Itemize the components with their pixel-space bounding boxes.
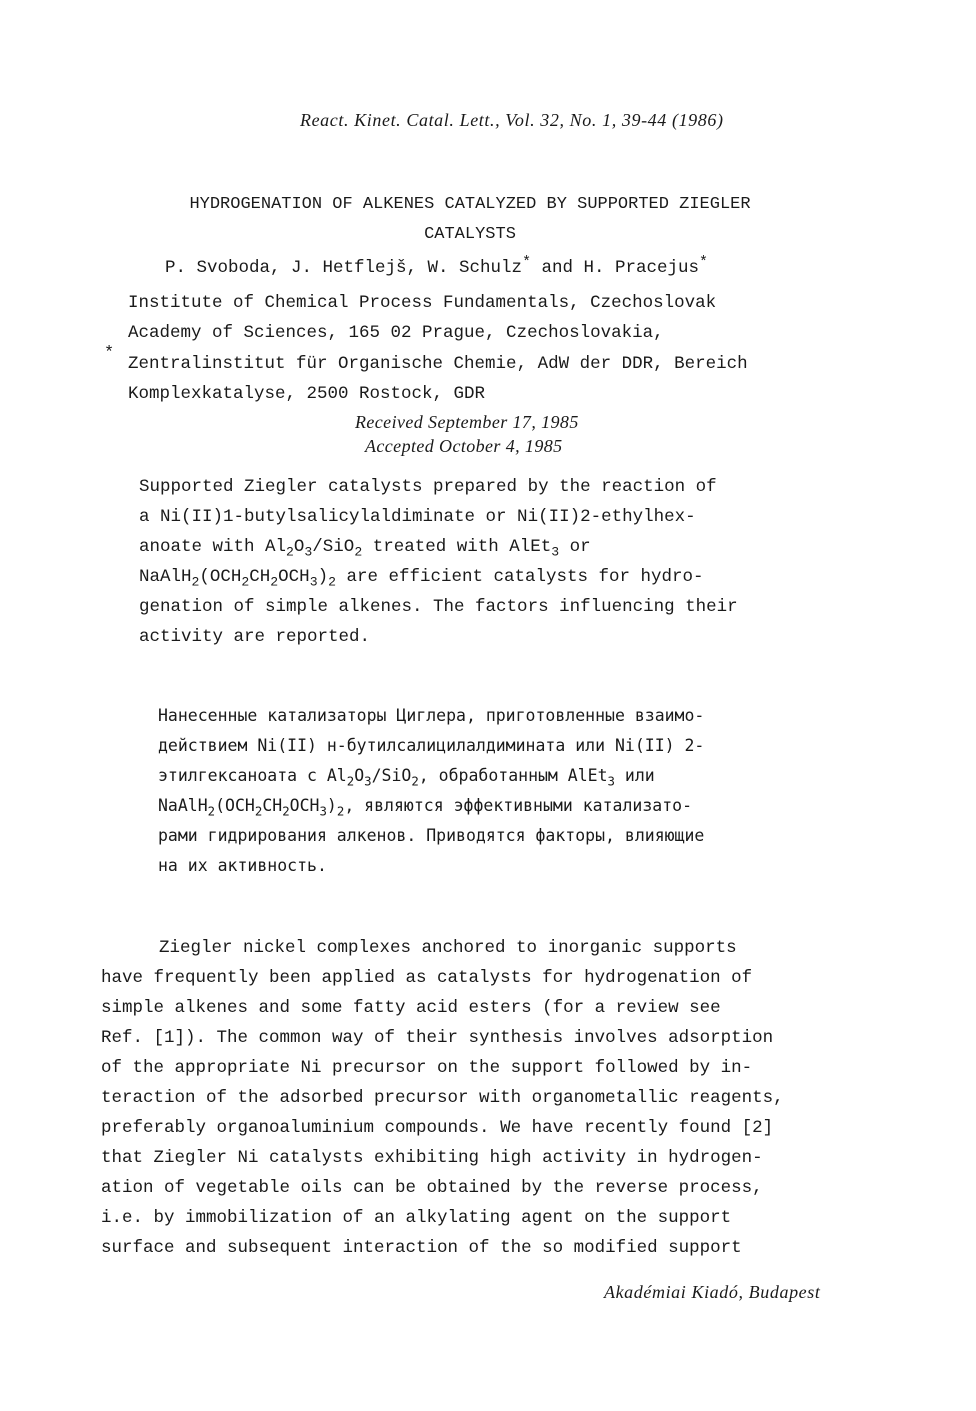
abstract-l4-sub-5: 2 xyxy=(328,574,336,590)
authors-part-2: and H. Pracejus xyxy=(530,258,700,278)
abstract-line-5: genation of simple alkenes. The factors influencing their xyxy=(139,597,738,617)
russian-l4-sub-1: 2 xyxy=(207,804,216,819)
abstract-l4-text-f: are efficient catalysts for hydro- xyxy=(335,567,704,587)
abstract-l4-text-c: CH xyxy=(249,567,271,587)
russian-l4-text-f: , являются эффективными катализато- xyxy=(344,796,692,815)
author-star-pracejus: * xyxy=(699,255,708,272)
russian-l3-text-c: /SiO xyxy=(371,766,412,785)
russian-l3-text-e: или xyxy=(615,766,655,785)
author-list xyxy=(165,255,708,278)
body-line-11: surface and subsequent interaction of the so modified support xyxy=(101,1238,742,1258)
abstract-l3-sub-1: 2 xyxy=(286,544,294,560)
affiliations xyxy=(128,288,748,409)
russian-l3-sub-4: 3 xyxy=(607,774,615,789)
body-line-2: have frequently been applied as catalysts for hydrogenation of xyxy=(101,968,753,988)
russian-l4-sub-5: 2 xyxy=(336,804,345,819)
russian-l4-text-e: ) xyxy=(326,796,337,815)
body-line-4: Ref. [1]). The common way of their synthesis involves adsorption xyxy=(101,1028,774,1048)
journal-reference: React. Kinet. Catal. Lett., Vol. 32, No. 1, 39-44 (1986) xyxy=(300,110,724,130)
abstract-l4-sub-4: 3 xyxy=(309,574,318,590)
russian-line-5: рами гидрирования алкенов. Приводятся факторы, влияющие xyxy=(158,826,705,845)
received-date: Received September 17, 1985 xyxy=(355,412,579,432)
affiliation-line-3: Zentralinstitut für Organische Chemie, AdW der DDR, Bereich xyxy=(128,353,748,374)
title-line-2: CATALYSTS xyxy=(424,225,516,244)
russian-line-4 xyxy=(158,791,704,821)
abstract-l3-sub-2: 3 xyxy=(304,544,313,560)
body-line-8: that Ziegler Ni catalysts exhibiting high activity in hydrogen- xyxy=(101,1148,763,1168)
russian-line-2: действием Ni(II) н-бутилсалицилалдимината или Ni(II) 2- xyxy=(158,736,705,755)
body-line-6: teraction of the adsorbed precursor with organometallic reagents, xyxy=(101,1088,784,1108)
abstract-l4-sub-3: 2 xyxy=(270,574,279,590)
received-accepted-dates xyxy=(355,410,579,458)
russian-line-6: на их активность. xyxy=(158,856,327,875)
abstract-line-1: Supported Ziegler catalysts prepared by the reaction of xyxy=(139,477,717,497)
abstract-line-4 xyxy=(139,562,738,592)
body-line-3: simple alkenes and some fatty acid esters (for a review see xyxy=(101,998,721,1018)
russian-line-1: Нанесенные катализаторы Циглера, приготовленные взаимо- xyxy=(158,706,705,725)
body-text xyxy=(101,933,784,1263)
russian-l3-text-b: O xyxy=(354,766,365,785)
abstract-line-2: a Ni(II)1-butylsalicylaldiminate or Ni(II)2-ethylhex- xyxy=(139,507,696,527)
abstract-l3-sub-3: 2 xyxy=(354,544,363,560)
affiliation-star-marker: * xyxy=(104,344,115,363)
abstract-l3-sub-4: 3 xyxy=(551,544,560,560)
russian-l3-text-a: этилгексаноата с Al xyxy=(158,766,347,785)
body-line-9: ation of vegetable oils can be obtained by the reverse process, xyxy=(101,1178,763,1198)
abstract-line-6: activity are reported. xyxy=(139,627,371,647)
russian-l4-text-a: NaAlH xyxy=(158,796,208,815)
publisher-footer: Akadémiai Kiadó, Budapest xyxy=(604,1282,821,1302)
abstract-l4-text-b: (OCH xyxy=(199,567,242,587)
title-line-1: HYDROGENATION OF ALKENES CATALYZED BY SUPPORTED ZIEGLER xyxy=(189,195,751,214)
accepted-date: Accepted October 4, 1985 xyxy=(365,436,563,456)
affiliation-line-4: Komplexkatalyse, 2500 Rostock, GDR xyxy=(128,383,486,404)
abstract-l4-text-a: NaAlH xyxy=(139,567,192,587)
abstract-l4-sub-2: 2 xyxy=(241,574,250,590)
russian-l4-text-b: (OCH xyxy=(215,796,255,815)
abstract-l3-text-a: anoate with Al xyxy=(139,537,287,557)
authors-part-1: P. Svoboda, J. Hetflejš, W. Schulz xyxy=(165,258,523,278)
russian-l4-sub-4: 3 xyxy=(319,804,327,819)
russian-line-3 xyxy=(158,761,704,791)
paper-title xyxy=(120,190,820,250)
abstract-l4-sub-1: 2 xyxy=(191,574,200,590)
russian-l3-text-d: , обработанным AlEt xyxy=(418,766,608,785)
abstract-line-3 xyxy=(139,532,738,562)
abstract-russian xyxy=(158,701,704,881)
abstract-l3-text-d: treated with AlEt xyxy=(362,537,552,557)
abstract-l3-text-e: or xyxy=(559,537,591,557)
body-line-5: of the appropriate Ni precursor on the support followed by in- xyxy=(101,1058,753,1078)
abstract-l3-text-b: O xyxy=(293,537,305,557)
abstract-l4-text-e: ) xyxy=(317,567,329,587)
body-line-10: i.e. by immobilization of an alkylating agent on the support xyxy=(101,1208,732,1228)
russian-l4-sub-2: 2 xyxy=(254,804,263,819)
abstract-l4-text-d: OCH xyxy=(278,567,310,587)
russian-l4-text-c: CH xyxy=(262,796,283,815)
abstract-english xyxy=(139,472,738,652)
russian-l3-sub-1: 2 xyxy=(346,774,355,789)
body-line-7: preferably organoaluminium compounds. We have recently found [2] xyxy=(101,1118,774,1138)
russian-l3-sub-3: 2 xyxy=(411,774,419,789)
affiliation-line-1: Institute of Chemical Process Fundamentals, Czechoslovak xyxy=(128,293,717,313)
russian-l4-text-d: OCH xyxy=(289,796,320,815)
author-star-schulz: * xyxy=(522,255,531,272)
body-line-1: Ziegler nickel complexes anchored to inorganic supports xyxy=(159,938,737,958)
abstract-l3-text-c: /SiO xyxy=(312,537,355,557)
russian-l3-sub-2: 3 xyxy=(364,774,372,789)
affiliation-line-2: Academy of Sciences, 165 02 Prague, Czechoslovakia, xyxy=(128,323,664,344)
russian-l4-sub-3: 2 xyxy=(282,804,290,819)
